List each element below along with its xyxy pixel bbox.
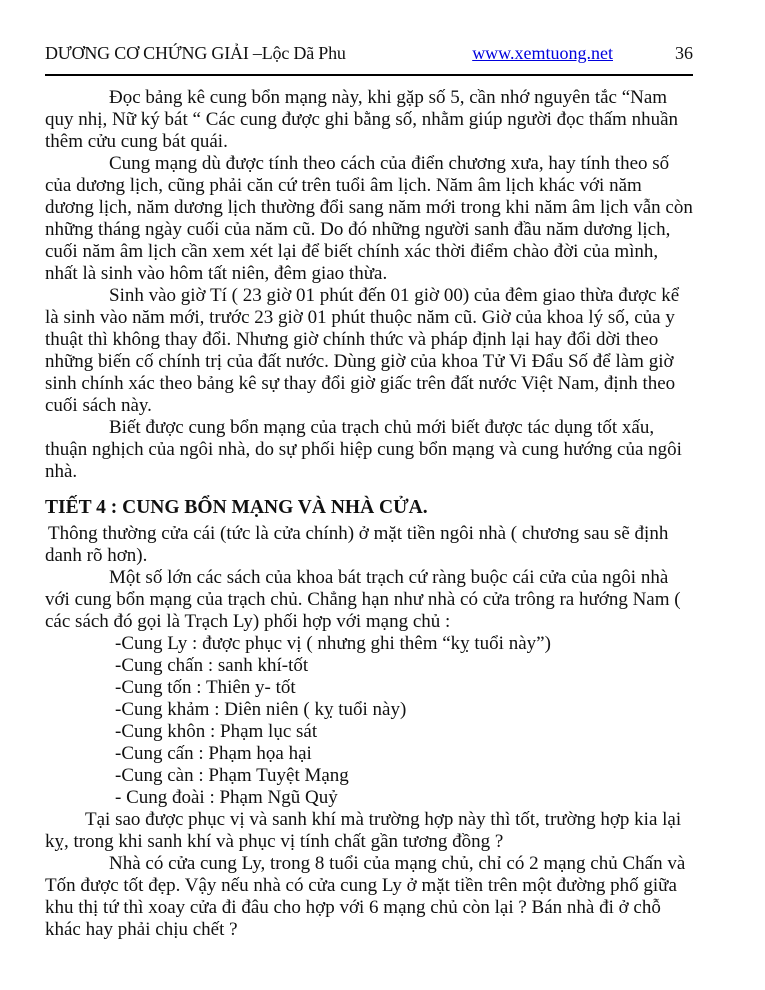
list-item-cung-doai: - Cung đoài : Phạm Ngũ Quỷ: [115, 787, 338, 808]
cung-list: [45, 633, 693, 809]
list-item-cung-can-gen: -Cung cấn : Phạm họa hại: [115, 743, 312, 764]
section-heading-tiet-4: TIẾT 4 : CUNG BỔN MẠNG VÀ NHÀ CỬA.: [45, 497, 428, 518]
paragraph-sinh-vao-gio-ti: Sinh vào giờ Tí ( 23 giờ 01 phút đến 01 giờ 00) của đêm giao thừa được kể là sinh vào năm mới, trước 23 giờ 01 phút thuộc năm cũ. Giờ của khoa lý số, của y thuật thì không thay đổi. Nhưng giờ chính thức và pháp định lại hay đổi dời theo những biến cố chính trị của đất nước. Dùng giờ của khoa Tử Vi Đẩu Số để làm giờ sinh chính xác theo bảng kê sự thay đổi giờ giấc trên đất nước Việt Nam, định theo cuối sách này.: [45, 285, 680, 416]
paragraph-tai-sao: Tại sao được phục vị và sanh khí mà trường hợp này thì tốt, trường hợp kia lại kỵ, trong khi sanh khí và phục vị tính chất gần tương đồng ?: [45, 809, 682, 852]
paragraph-mot-so-lon: Một số lớn các sách của khoa bát trạch cứ ràng buộc cái cửa của ngôi nhà với cung bổn mạng của trạch chủ. Chẳng hạn như nhà có cửa trông ra hướng Nam ( các sách đó gọi là Trạch Ly) phối hợp với mạng chủ :: [45, 567, 681, 632]
list-item-cung-kham: -Cung khảm : Diên niên ( kỵ tuổi này): [115, 699, 407, 720]
list-item-cung-chan: -Cung chấn : sanh khí-tốt: [115, 655, 309, 676]
document-body: [45, 87, 693, 941]
paragraph-biet-duoc-cung: Biết được cung bổn mạng của trạch chủ mới biết được tác dụng tốt xấu, thuận nghịch của ngôi nhà, do sự phối hiệp cung bổn mạng và cung hướng của ngôi nhà.: [45, 417, 682, 482]
paragraph-thong-thuong: Thông thường cửa cái (tức là cửa chính) ở mặt tiền ngôi nhà ( chương sau sẽ định danh rõ hơn).: [45, 523, 669, 566]
list-item-cung-can-qian: -Cung càn : Phạm Tuyệt Mạng: [115, 765, 349, 786]
list-item-cung-ly: -Cung Ly : được phục vị ( nhưng ghi thêm “kỵ tuổi này”): [115, 633, 551, 654]
page-number: 36: [675, 43, 693, 63]
website-link[interactable]: www.xemtuong.net: [472, 43, 613, 63]
page-header: [45, 42, 693, 64]
document-title: DƯƠNG CƠ CHỨNG GIẢI –Lộc Dã Phu: [45, 43, 346, 63]
header-divider: [45, 74, 693, 76]
paragraph-doc-bang-ke: Đọc bảng kê cung bổn mạng này, khi gặp số 5, cần nhớ nguyên tắc “Nam quy nhị, Nữ ký bát “ Các cung được ghi bằng số, nhằm giúp người đọc thấm nhuần thêm cửu cung bát quái.: [45, 87, 679, 152]
list-item-cung-khon: -Cung khôn : Phạm lục sát: [115, 721, 318, 742]
list-item-cung-ton: -Cung tốn : Thiên y- tốt: [115, 677, 296, 698]
paragraph-nha-co-cua: Nhà có cửa cung Ly, trong 8 tuổi của mạng chủ, chỉ có 2 mạng chủ Chấn và Tốn được tốt đẹp. Vậy nếu nhà có cửa cung Ly ở mặt tiền trên một đường phố giữa khu thị tứ thì xoay cửa đi đâu cho hợp với 6 mạng chủ còn lại ? Bán nhà đi ở chỗ khác hay phải chịu chết ?: [45, 853, 686, 940]
paragraph-cung-mang: Cung mạng dù được tính theo cách của điển chương xưa, hay tính theo số của dương lịch, cũng phải căn cứ trên tuổi âm lịch. Năm âm lịch khác với năm dương lịch, năm dương lịch thường đổi sang năm mới trong khi năm âm lịch vẫn còn những tháng ngày cuối của năm cũ. Do đó những người sanh đầu năm dương lịch, cuối năm âm lịch cần xem xét lại để biết chính xác thời điểm chào đời của mình, nhất là sinh vào hôm tất niên, đêm giao thừa.: [45, 153, 693, 284]
